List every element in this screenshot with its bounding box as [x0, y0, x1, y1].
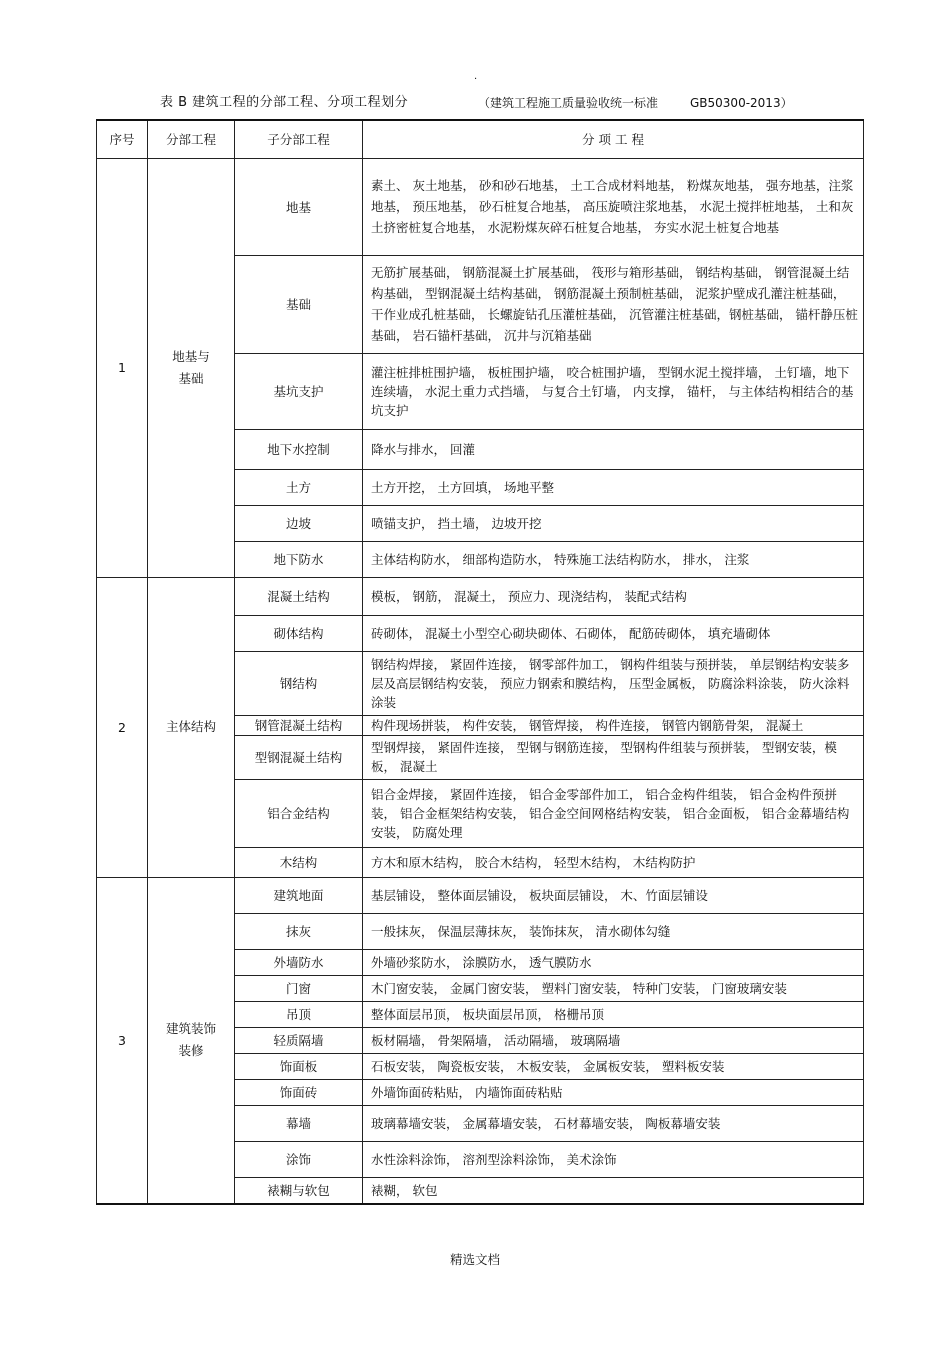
cell-items: 外墙饰面砖粘贴， 内墙饰面砖粘贴 [363, 1079, 864, 1105]
title-standard: GB50300-2013） [690, 96, 793, 110]
cell-subdivision: 基础 [235, 255, 363, 353]
cell-division: 主体结构 [148, 577, 235, 877]
cell-items: 板材隔墙， 骨架隔墙， 活动隔墙， 玻璃隔墙 [363, 1027, 864, 1053]
cell-items: 灌注桩排桩围护墙， 板桩围护墙， 咬合桩围护墙， 型钢水泥土搅拌墙， 土钉墙，地下连续墙， 水泥土重力式挡墙， 与复合土钉墙， 内支撑， 锚杆， 与主体结构相结合的基坑支护 [363, 353, 864, 429]
cell-subdivision: 抹灰 [235, 913, 363, 949]
cell-subdivision: 边坡 [235, 505, 363, 541]
cell-subdivision: 砌体结构 [235, 615, 363, 651]
header-items: 分 项 工 程 [363, 120, 864, 158]
cell-subdivision: 饰面砖 [235, 1079, 363, 1105]
cell-items: 模板， 钢筋， 混凝土， 预应力、现浇结构， 装配式结构 [363, 577, 864, 615]
table-row [97, 877, 864, 913]
cell-subdivision: 裱糊与软包 [235, 1177, 363, 1204]
cell-subdivision: 铝合金结构 [235, 779, 363, 847]
cell-items: 基层铺设， 整体面层铺设， 板块面层铺设， 木、竹面层铺设 [363, 877, 864, 913]
cell-items: 铝合金焊接， 紧固件连接， 铝合金零部件加工， 铝合金构件组装， 铝合金构件预拼装， 铝合金框架结构安装， 铝合金空间网格结构安装， 铝合金面板， 铝合金幕墙结构安装， 防腐处理 [363, 779, 864, 847]
table-row [97, 577, 864, 615]
page-marker-dot: . [474, 71, 478, 82]
cell-items: 素土、 灰土地基， 砂和砂石地基， 土工合成材料地基， 粉煤灰地基， 强夯地基，注浆地基， 预压地基， 砂石桩复合地基， 高压旋喷注浆地基， 水泥土搅拌桩地基， 土和灰土挤密桩复合地基， 水泥粉煤灰碎石桩复合地基， 夯实水泥土桩复合地基 [363, 158, 864, 255]
cell-subdivision: 木结构 [235, 847, 363, 877]
cell-items: 一般抹灰， 保温层薄抹灰， 装饰抹灰， 清水砌体勾缝 [363, 913, 864, 949]
cell-subdivision: 幕墙 [235, 1105, 363, 1141]
cell-subdivision: 吊顶 [235, 1001, 363, 1027]
cell-items: 钢结构焊接， 紧固件连接， 钢零部件加工， 钢构件组装与预拼装， 单层钢结构安装多层及高层钢结构安装， 预应力钢索和膜结构， 压型金属板， 防腐涂料涂装， 防火涂料涂装 [363, 651, 864, 715]
cell-items: 无筋扩展基础， 钢筋混凝土扩展基础， 筏形与箱形基础， 钢结构基础， 钢管混凝土结构基础， 型钢混凝土结构基础， 钢筋混凝土预制桩基础， 泥浆护壁成孔灌注桩基础， 干作业成孔桩基础， 长螺旋钻孔压灌桩基础， 沉管灌注桩基础，钢桩基础， 锚杆静压桩基础， 岩石锚杆基础， 沉井与沉箱基础 [363, 255, 864, 353]
cell-items: 水性涂料涂饰， 溶剂型涂料涂饰， 美术涂饰 [363, 1141, 864, 1177]
cell-no: 2 [97, 577, 148, 877]
cell-items: 降水与排水， 回灌 [363, 429, 864, 469]
cell-subdivision: 土方 [235, 469, 363, 505]
table-body [97, 158, 864, 1204]
cell-subdivision: 建筑地面 [235, 877, 363, 913]
page-footer: 精选文档 [449, 1252, 500, 1267]
cell-items: 砖砌体， 混凝土小型空心砌块砌体、石砌体， 配筋砖砌体， 填充墙砌体 [363, 615, 864, 651]
cell-subdivision: 地下水控制 [235, 429, 363, 469]
cell-subdivision: 钢管混凝土结构 [235, 715, 363, 735]
header-subdivision: 子分部工程 [235, 120, 363, 158]
header-division: 分部工程 [148, 120, 235, 158]
title-note: （建筑工程施工质量验收统一标准 [478, 96, 659, 110]
cell-subdivision: 外墙防水 [235, 949, 363, 975]
cell-subdivision: 基坑支护 [235, 353, 363, 429]
cell-subdivision: 地基 [235, 158, 363, 255]
table-row [97, 158, 864, 255]
cell-subdivision: 涂饰 [235, 1141, 363, 1177]
cell-subdivision: 混凝土结构 [235, 577, 363, 615]
cell-items: 构件现场拼装， 构件安装， 钢管焊接， 构件连接， 钢管内钢筋骨架， 混凝土 [363, 715, 864, 735]
cell-subdivision: 钢结构 [235, 651, 363, 715]
cell-items: 外墙砂浆防水， 涂膜防水， 透气膜防水 [363, 949, 864, 975]
division-table [96, 119, 864, 1205]
cell-items: 石板安装， 陶瓷板安装， 木板安装， 金属板安装， 塑料板安装 [363, 1053, 864, 1079]
cell-items: 土方开挖， 土方回填， 场地平整 [363, 469, 864, 505]
cell-subdivision: 饰面板 [235, 1053, 363, 1079]
header-no: 序号 [97, 120, 148, 158]
title-main: 表 B 建筑工程的分部工程、分项工程划分 [160, 95, 409, 110]
cell-no: 3 [97, 877, 148, 1204]
cell-subdivision: 地下防水 [235, 541, 363, 577]
cell-items: 型钢焊接， 紧固件连接， 型钢与钢筋连接， 型钢构件组装与预拼装， 型钢安装，模板， 混凝土 [363, 735, 864, 779]
cell-items: 裱糊， 软包 [363, 1177, 864, 1204]
cell-items: 主体结构防水， 细部构造防水， 特殊施工法结构防水， 排水， 注浆 [363, 541, 864, 577]
cell-no: 1 [97, 158, 148, 577]
cell-items: 整体面层吊顶， 板块面层吊顶， 格栅吊顶 [363, 1001, 864, 1027]
cell-items: 喷锚支护， 挡土墙， 边坡开挖 [363, 505, 864, 541]
cell-subdivision: 轻质隔墙 [235, 1027, 363, 1053]
cell-items: 玻璃幕墙安装， 金属幕墙安装， 石材幕墙安装， 陶板幕墙安装 [363, 1105, 864, 1141]
cell-items: 木门窗安装， 金属门窗安装， 塑料门窗安装， 特种门安装， 门窗玻璃安装 [363, 975, 864, 1001]
cell-division: 建筑装饰 装修 [148, 877, 235, 1204]
cell-items: 方木和原木结构， 胶合木结构， 轻型木结构， 木结构防护 [363, 847, 864, 877]
cell-subdivision: 门窗 [235, 975, 363, 1001]
cell-subdivision: 型钢混凝土结构 [235, 735, 363, 779]
header-row [97, 120, 864, 158]
cell-division: 地基与 基础 [148, 158, 235, 577]
